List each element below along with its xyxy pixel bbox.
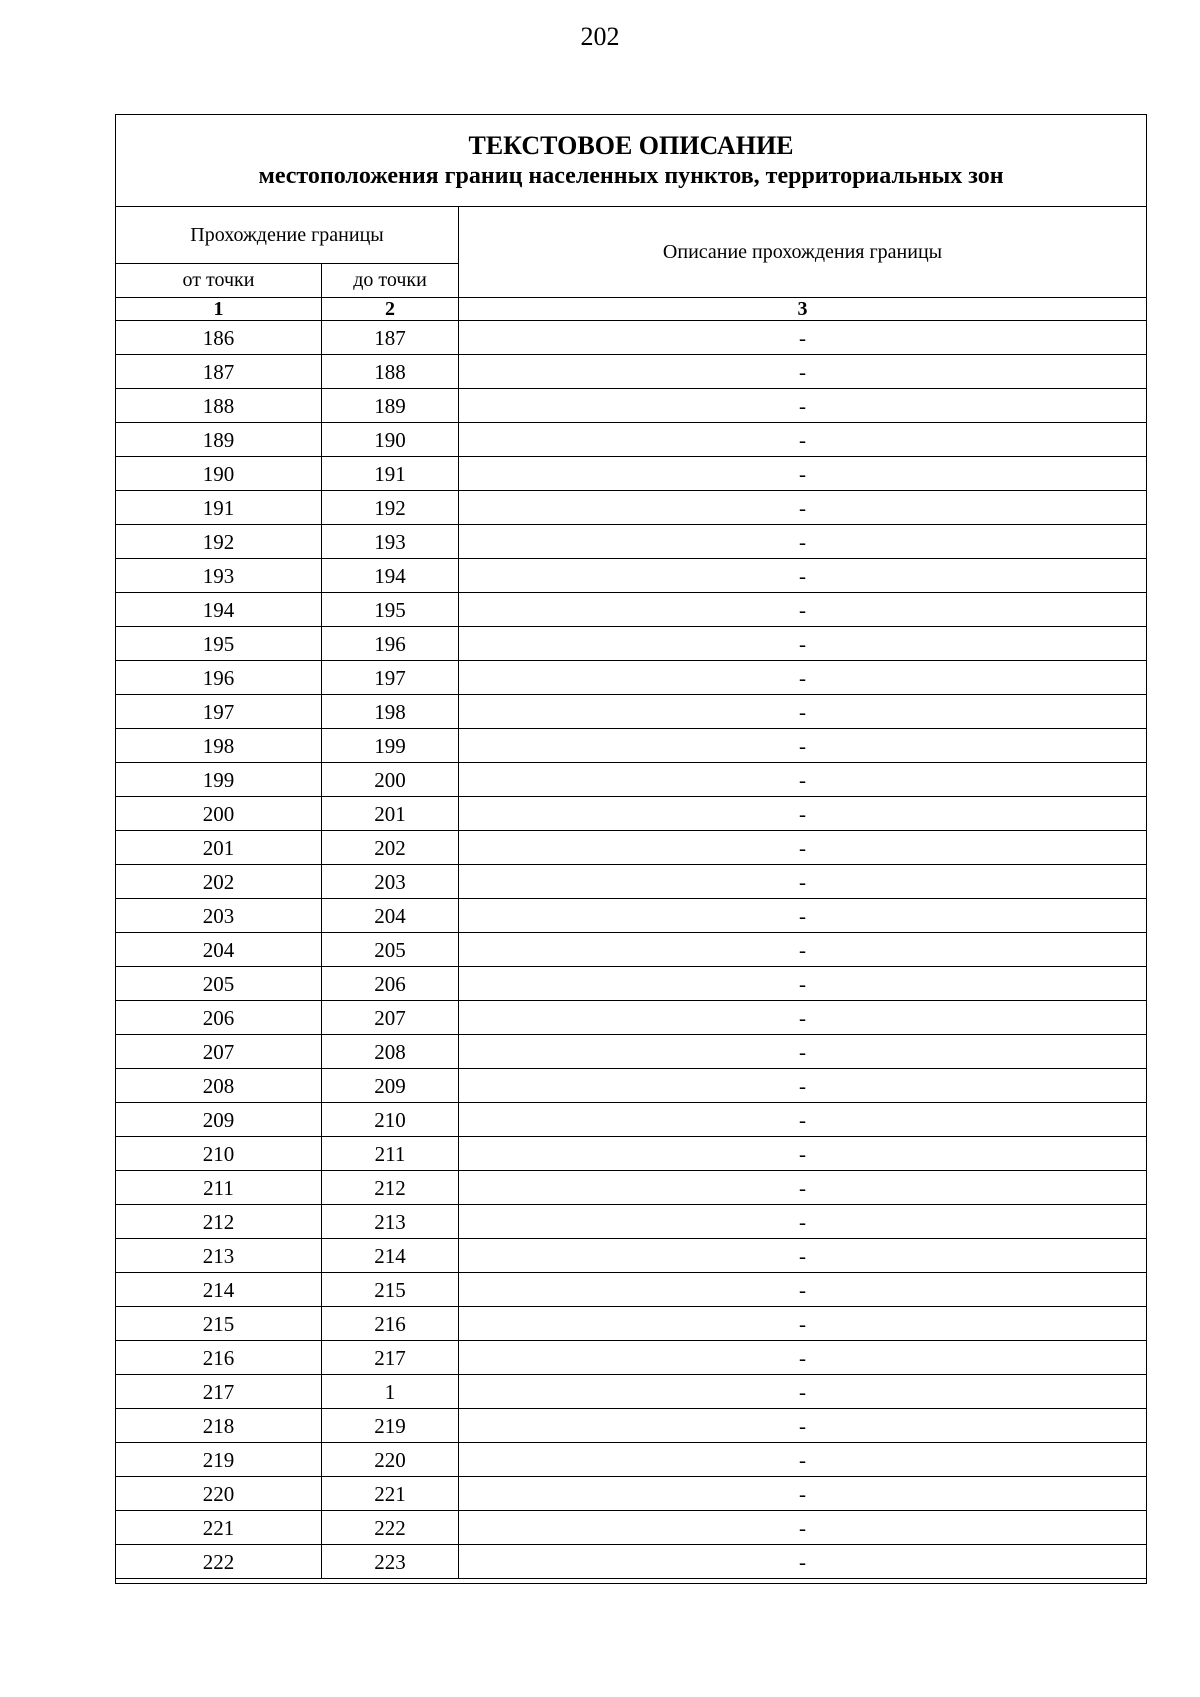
column-number-1: 1 [116,298,322,321]
table-tail-cell [116,1579,1147,1584]
to-point-cell: 202 [322,831,459,865]
description-cell: - [459,423,1147,457]
to-point-cell: 197 [322,661,459,695]
to-point-cell: 191 [322,457,459,491]
table-row [116,525,1147,559]
header-row-top [116,207,1147,264]
from-point-cell: 201 [116,831,322,865]
title-cell [116,115,1147,207]
to-point-cell: 1 [322,1375,459,1409]
table-row [116,1103,1147,1137]
from-point-cell: 209 [116,1103,322,1137]
description-cell: - [459,321,1147,355]
table-row [116,559,1147,593]
to-point-cell: 213 [322,1205,459,1239]
description-cell: - [459,389,1147,423]
table-row [116,763,1147,797]
from-point-cell: 202 [116,865,322,899]
from-point-cell: 189 [116,423,322,457]
to-point-cell: 188 [322,355,459,389]
from-point-cell: 206 [116,1001,322,1035]
description-cell: - [459,491,1147,525]
table-row [116,933,1147,967]
to-point-cell: 204 [322,899,459,933]
from-point-cell: 204 [116,933,322,967]
description-cell: - [459,1205,1147,1239]
from-point-cell: 197 [116,695,322,729]
description-cell: - [459,865,1147,899]
table-row [116,457,1147,491]
to-point-cell: 212 [322,1171,459,1205]
to-point-cell: 215 [322,1273,459,1307]
table-row [116,1477,1147,1511]
description-cell: - [459,1443,1147,1477]
description-cell: - [459,831,1147,865]
to-point-cell: 200 [322,763,459,797]
to-point-cell: 194 [322,559,459,593]
table-row [116,1171,1147,1205]
page-number: 202 [580,22,620,51]
description-cell: - [459,457,1147,491]
from-point-cell: 200 [116,797,322,831]
table-row [116,1069,1147,1103]
column-number-3: 3 [459,298,1147,321]
to-point-cell: 196 [322,627,459,661]
from-point-cell: 187 [116,355,322,389]
table-row [116,1443,1147,1477]
table-row [116,1205,1147,1239]
description-cell: - [459,355,1147,389]
from-point-cell: 203 [116,899,322,933]
from-point-cell: 220 [116,1477,322,1511]
from-point-cell: 207 [116,1035,322,1069]
to-point-cell: 221 [322,1477,459,1511]
table-row [116,1273,1147,1307]
to-point-cell: 187 [322,321,459,355]
description-cell: - [459,763,1147,797]
to-point-cell: 201 [322,797,459,831]
table-row [116,321,1147,355]
description-cell: - [459,1511,1147,1545]
to-point-cell: 222 [322,1511,459,1545]
description-cell: - [459,1477,1147,1511]
table-row [116,865,1147,899]
description-cell: - [459,1273,1147,1307]
table-row [116,491,1147,525]
from-point-cell: 193 [116,559,322,593]
from-point-cell: 205 [116,967,322,1001]
description-cell: - [459,525,1147,559]
to-point-cell: 198 [322,695,459,729]
to-point-cell: 207 [322,1001,459,1035]
to-point-cell: 223 [322,1545,459,1579]
to-point-cell: 209 [322,1069,459,1103]
to-point-cell: 190 [322,423,459,457]
description-cell: - [459,729,1147,763]
header-to-point: до точки [322,264,459,298]
table-row [116,1375,1147,1409]
table-row [116,695,1147,729]
from-point-cell: 218 [116,1409,322,1443]
from-point-cell: 196 [116,661,322,695]
description-cell: - [459,1171,1147,1205]
table-row [116,729,1147,763]
from-point-cell: 198 [116,729,322,763]
description-cell: - [459,1069,1147,1103]
description-cell: - [459,661,1147,695]
to-point-cell: 199 [322,729,459,763]
table-row [116,899,1147,933]
document-title: ТЕКСТОВОЕ ОПИСАНИЕ [468,130,794,160]
to-point-cell: 220 [322,1443,459,1477]
table-row [116,1137,1147,1171]
description-cell: - [459,627,1147,661]
to-point-cell: 219 [322,1409,459,1443]
from-point-cell: 194 [116,593,322,627]
description-cell: - [459,797,1147,831]
from-point-cell: 222 [116,1545,322,1579]
from-point-cell: 199 [116,763,322,797]
from-point-cell: 188 [116,389,322,423]
description-cell: - [459,1137,1147,1171]
to-point-cell: 206 [322,967,459,1001]
table-row [116,389,1147,423]
table-body [116,321,1147,1584]
to-point-cell: 214 [322,1239,459,1273]
description-cell: - [459,899,1147,933]
table-row [116,1307,1147,1341]
from-point-cell: 215 [116,1307,322,1341]
description-cell: - [459,933,1147,967]
description-cell: - [459,967,1147,1001]
table-row [116,1001,1147,1035]
from-point-cell: 217 [116,1375,322,1409]
table-row [116,1409,1147,1443]
from-point-cell: 190 [116,457,322,491]
description-cell: - [459,593,1147,627]
from-point-cell: 212 [116,1205,322,1239]
table-row [116,797,1147,831]
from-point-cell: 208 [116,1069,322,1103]
to-point-cell: 208 [322,1035,459,1069]
from-point-cell: 214 [116,1273,322,1307]
description-cell: - [459,1409,1147,1443]
to-point-cell: 189 [322,389,459,423]
from-point-cell: 221 [116,1511,322,1545]
document-subtitle: местоположения границ населенных пунктов, территориальных зон [258,162,1004,189]
column-number-2: 2 [322,298,459,321]
from-point-cell: 192 [116,525,322,559]
to-point-cell: 210 [322,1103,459,1137]
description-cell: - [459,695,1147,729]
table-row [116,967,1147,1001]
title-row [116,115,1147,207]
table-row [116,593,1147,627]
description-cell: - [459,1103,1147,1137]
table-row [116,1511,1147,1545]
boundary-table [115,114,1147,1584]
table-row [116,1545,1147,1579]
to-point-cell: 216 [322,1307,459,1341]
description-cell: - [459,1545,1147,1579]
table-row [116,423,1147,457]
to-point-cell: 211 [322,1137,459,1171]
table-row [116,661,1147,695]
table-row [116,1035,1147,1069]
to-point-cell: 193 [322,525,459,559]
from-point-cell: 195 [116,627,322,661]
from-point-cell: 213 [116,1239,322,1273]
from-point-cell: 219 [116,1443,322,1477]
description-cell: - [459,1001,1147,1035]
description-cell: - [459,1307,1147,1341]
from-point-cell: 211 [116,1171,322,1205]
to-point-cell: 205 [322,933,459,967]
column-number-row [116,298,1147,321]
description-cell: - [459,559,1147,593]
from-point-cell: 191 [116,491,322,525]
table-tail-row [116,1579,1147,1584]
to-point-cell: 203 [322,865,459,899]
table-row [116,355,1147,389]
to-point-cell: 192 [322,491,459,525]
to-point-cell: 217 [322,1341,459,1375]
from-point-cell: 216 [116,1341,322,1375]
header-from-point: от точки [116,264,322,298]
from-point-cell: 186 [116,321,322,355]
table-row [116,1239,1147,1273]
header-passage: Прохождение границы [116,207,459,264]
description-cell: - [459,1341,1147,1375]
header-description: Описание прохождения границы [459,207,1147,298]
description-cell: - [459,1375,1147,1409]
to-point-cell: 195 [322,593,459,627]
description-cell: - [459,1239,1147,1273]
table-row [116,627,1147,661]
description-cell: - [459,1035,1147,1069]
from-point-cell: 210 [116,1137,322,1171]
table-row [116,1341,1147,1375]
table-row [116,831,1147,865]
